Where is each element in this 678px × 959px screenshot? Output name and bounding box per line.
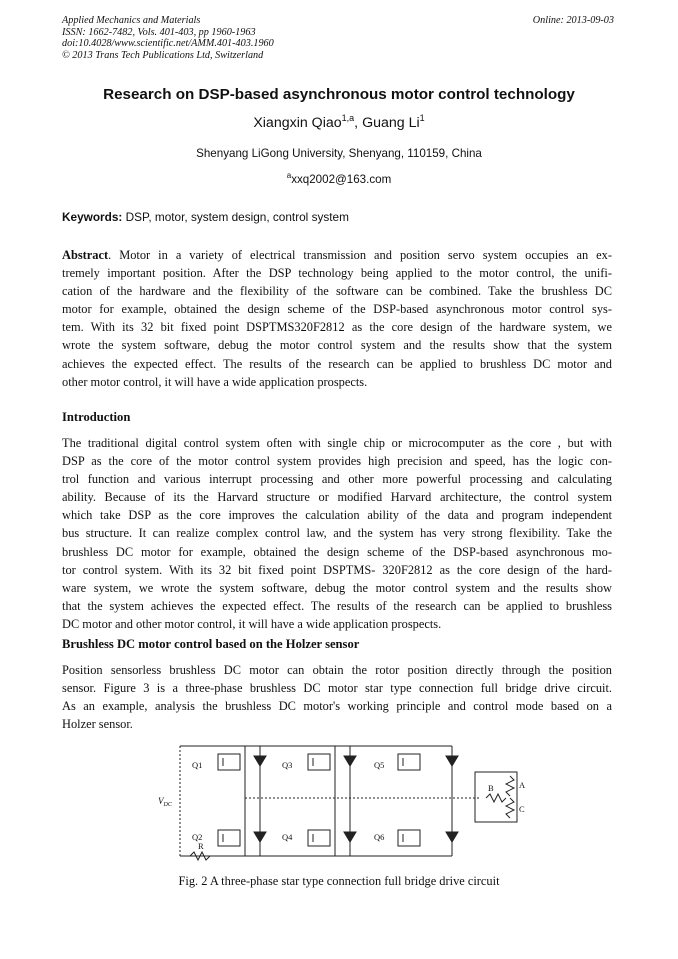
abstract-line: other motor control, it will have a wide application prospects. (62, 374, 368, 389)
doi-line: doi:10.4028/www.scientific.net/AMM.401-403.1960 (62, 38, 274, 50)
transistor-q3-icon (308, 754, 330, 770)
label-r: R (198, 841, 204, 851)
abstract-line: tem. With its 32 bit fixed point DSPTMS320F2812 as the core design of the hardware system, we (62, 320, 612, 335)
journal-name: Applied Mechanics and Materials (62, 15, 201, 26)
author-email (0, 171, 678, 186)
holzer-paragraph (62, 661, 612, 733)
transistor-q5-icon (398, 754, 420, 770)
intro-line: which take DSP as the core improves the calculation ability of the data and program independent (62, 508, 612, 523)
affiliation: Shenyang LiGong University, Shenyang, 110159, China (196, 147, 482, 160)
leg-2 (308, 746, 356, 856)
author-2: Guang Li (362, 115, 420, 131)
label-c: C (519, 804, 525, 814)
paper-title: Research on DSP-based asynchronous motor control technology (103, 86, 575, 103)
transistor-q1-icon (218, 754, 240, 770)
leg-3 (398, 746, 458, 856)
keywords (62, 210, 349, 224)
label-q2: Q2 (192, 832, 203, 842)
introduction-heading: Introduction (62, 410, 131, 424)
label-q3: Q3 (282, 760, 293, 770)
abstract-line: cation of the hardware and the flexibility of the software can be combined. Take the brushless DC (62, 284, 612, 299)
bridge-circuit-figure (150, 736, 530, 866)
intro-line: tor control system. With its 32 bit fixed point DSPTMS- 320F2812 as the core design of the hard- (62, 562, 612, 577)
intro-line: DSP as the core of the motor control system provides high precision and speed, has the logic con- (62, 454, 612, 469)
introduction-paragraph (62, 434, 612, 633)
abstract-line: achieves the expected effect. The results of the research can be applied to brushless DC motor and (62, 356, 612, 371)
abstract-line: tremely important position. After the DSP technology being applied to the motor control, the unifi- (62, 266, 612, 281)
leg-1 (218, 746, 266, 856)
intro-line: bus structure. It can realize complex control law, and the system has very strong flexibility. Take the (62, 526, 612, 541)
author-1: Xiangxin Qiao (253, 115, 342, 131)
diode-icon (254, 756, 266, 766)
author-2-affil: 1 (419, 113, 425, 123)
label-vdc: $V_{DC}$ (158, 796, 172, 808)
winding-b-icon (486, 794, 506, 802)
email-address: xxq2002@163.com (291, 173, 392, 186)
keywords-label: Keywords: (62, 210, 123, 224)
intro-line: ware system, we wrote the system software, debug the motor control system and the results show (62, 580, 612, 595)
diode-icon (254, 832, 266, 842)
intro-line: ability. Because of its the Harvard structure or modified Harvard architecture, the control system (62, 490, 612, 505)
abstract-line: motor for example, obtained the design scheme of the DSP-based asynchronous motor control sys- (62, 302, 612, 317)
label-q1: Q1 (192, 760, 203, 770)
abstract-line: Abstract. Motor in a variety of electrical transmission and position servo system occupies an ex- (62, 248, 612, 262)
online-date: Online: 2013-09-03 (532, 15, 614, 26)
winding-a-icon (506, 776, 514, 796)
winding-c-icon (506, 798, 514, 818)
issn-line: ISSN: 1662-7482, Vols. 401-403, pp 1960-1963 (62, 26, 256, 38)
holzer-line: Holzer sensor. (62, 717, 133, 732)
label-b: B (488, 783, 494, 793)
transistor-q4-icon (308, 830, 330, 846)
copyright-line: © 2013 Trans Tech Publications Ltd, Switzerland (62, 49, 264, 61)
holzer-line: As an example, analysis the brushless DC motor's working principle and control mode based on a (62, 699, 612, 714)
journal-header (62, 15, 274, 61)
holzer-line: Position sensorless brushless DC motor can obtain the rotor position directly through the position (62, 663, 612, 677)
intro-line: The traditional digital control system often with single chip or microcomputer as the core , but with (62, 436, 612, 450)
transistor-q6-icon (398, 830, 420, 846)
label-q6: Q6 (374, 832, 385, 842)
email-marker: a (286, 171, 292, 180)
author-line (0, 113, 678, 131)
diode-icon (344, 756, 356, 766)
intro-line: trol function and various interrupt processing and other more powerful processing and calculating (62, 472, 612, 487)
abstract-label: Abstract (62, 248, 109, 262)
intro-line: DC motor and other motor control, it will have a wide application prospects. (62, 616, 442, 631)
section-heading-holzer: Brushless DC motor control based on the Holzer sensor (62, 637, 360, 651)
abstract-paragraph (62, 246, 612, 391)
intro-line: that the system achieves the expected effect. The results of the research can be applied to brushless (62, 598, 612, 613)
diode-icon (446, 832, 458, 842)
intro-line: brushless DC motor for example, obtained the design scheme of the DSP-based asynchronous mo- (62, 544, 612, 559)
abstract-line: wrote the system software, debug the motor control system and the results show that the system (62, 338, 612, 353)
diode-icon (344, 832, 356, 842)
label-q4: Q4 (282, 832, 293, 842)
diode-icon (446, 756, 458, 766)
keywords-text: DSP, motor, system design, control system (122, 210, 349, 224)
motor-winding (475, 772, 517, 822)
label-q5: Q5 (374, 760, 385, 770)
author-separator: , (354, 115, 363, 131)
transistor-q2-icon (218, 830, 240, 846)
author-1-affil: 1,a (341, 113, 355, 123)
figure-caption: Fig. 2 A three-phase star type connection full bridge drive circuit (178, 874, 500, 888)
holzer-line: sensor. Figure 3 is a three-phase brushless DC motor star type connection full bridge drive circuit. (62, 681, 612, 696)
label-a: A (519, 780, 526, 790)
